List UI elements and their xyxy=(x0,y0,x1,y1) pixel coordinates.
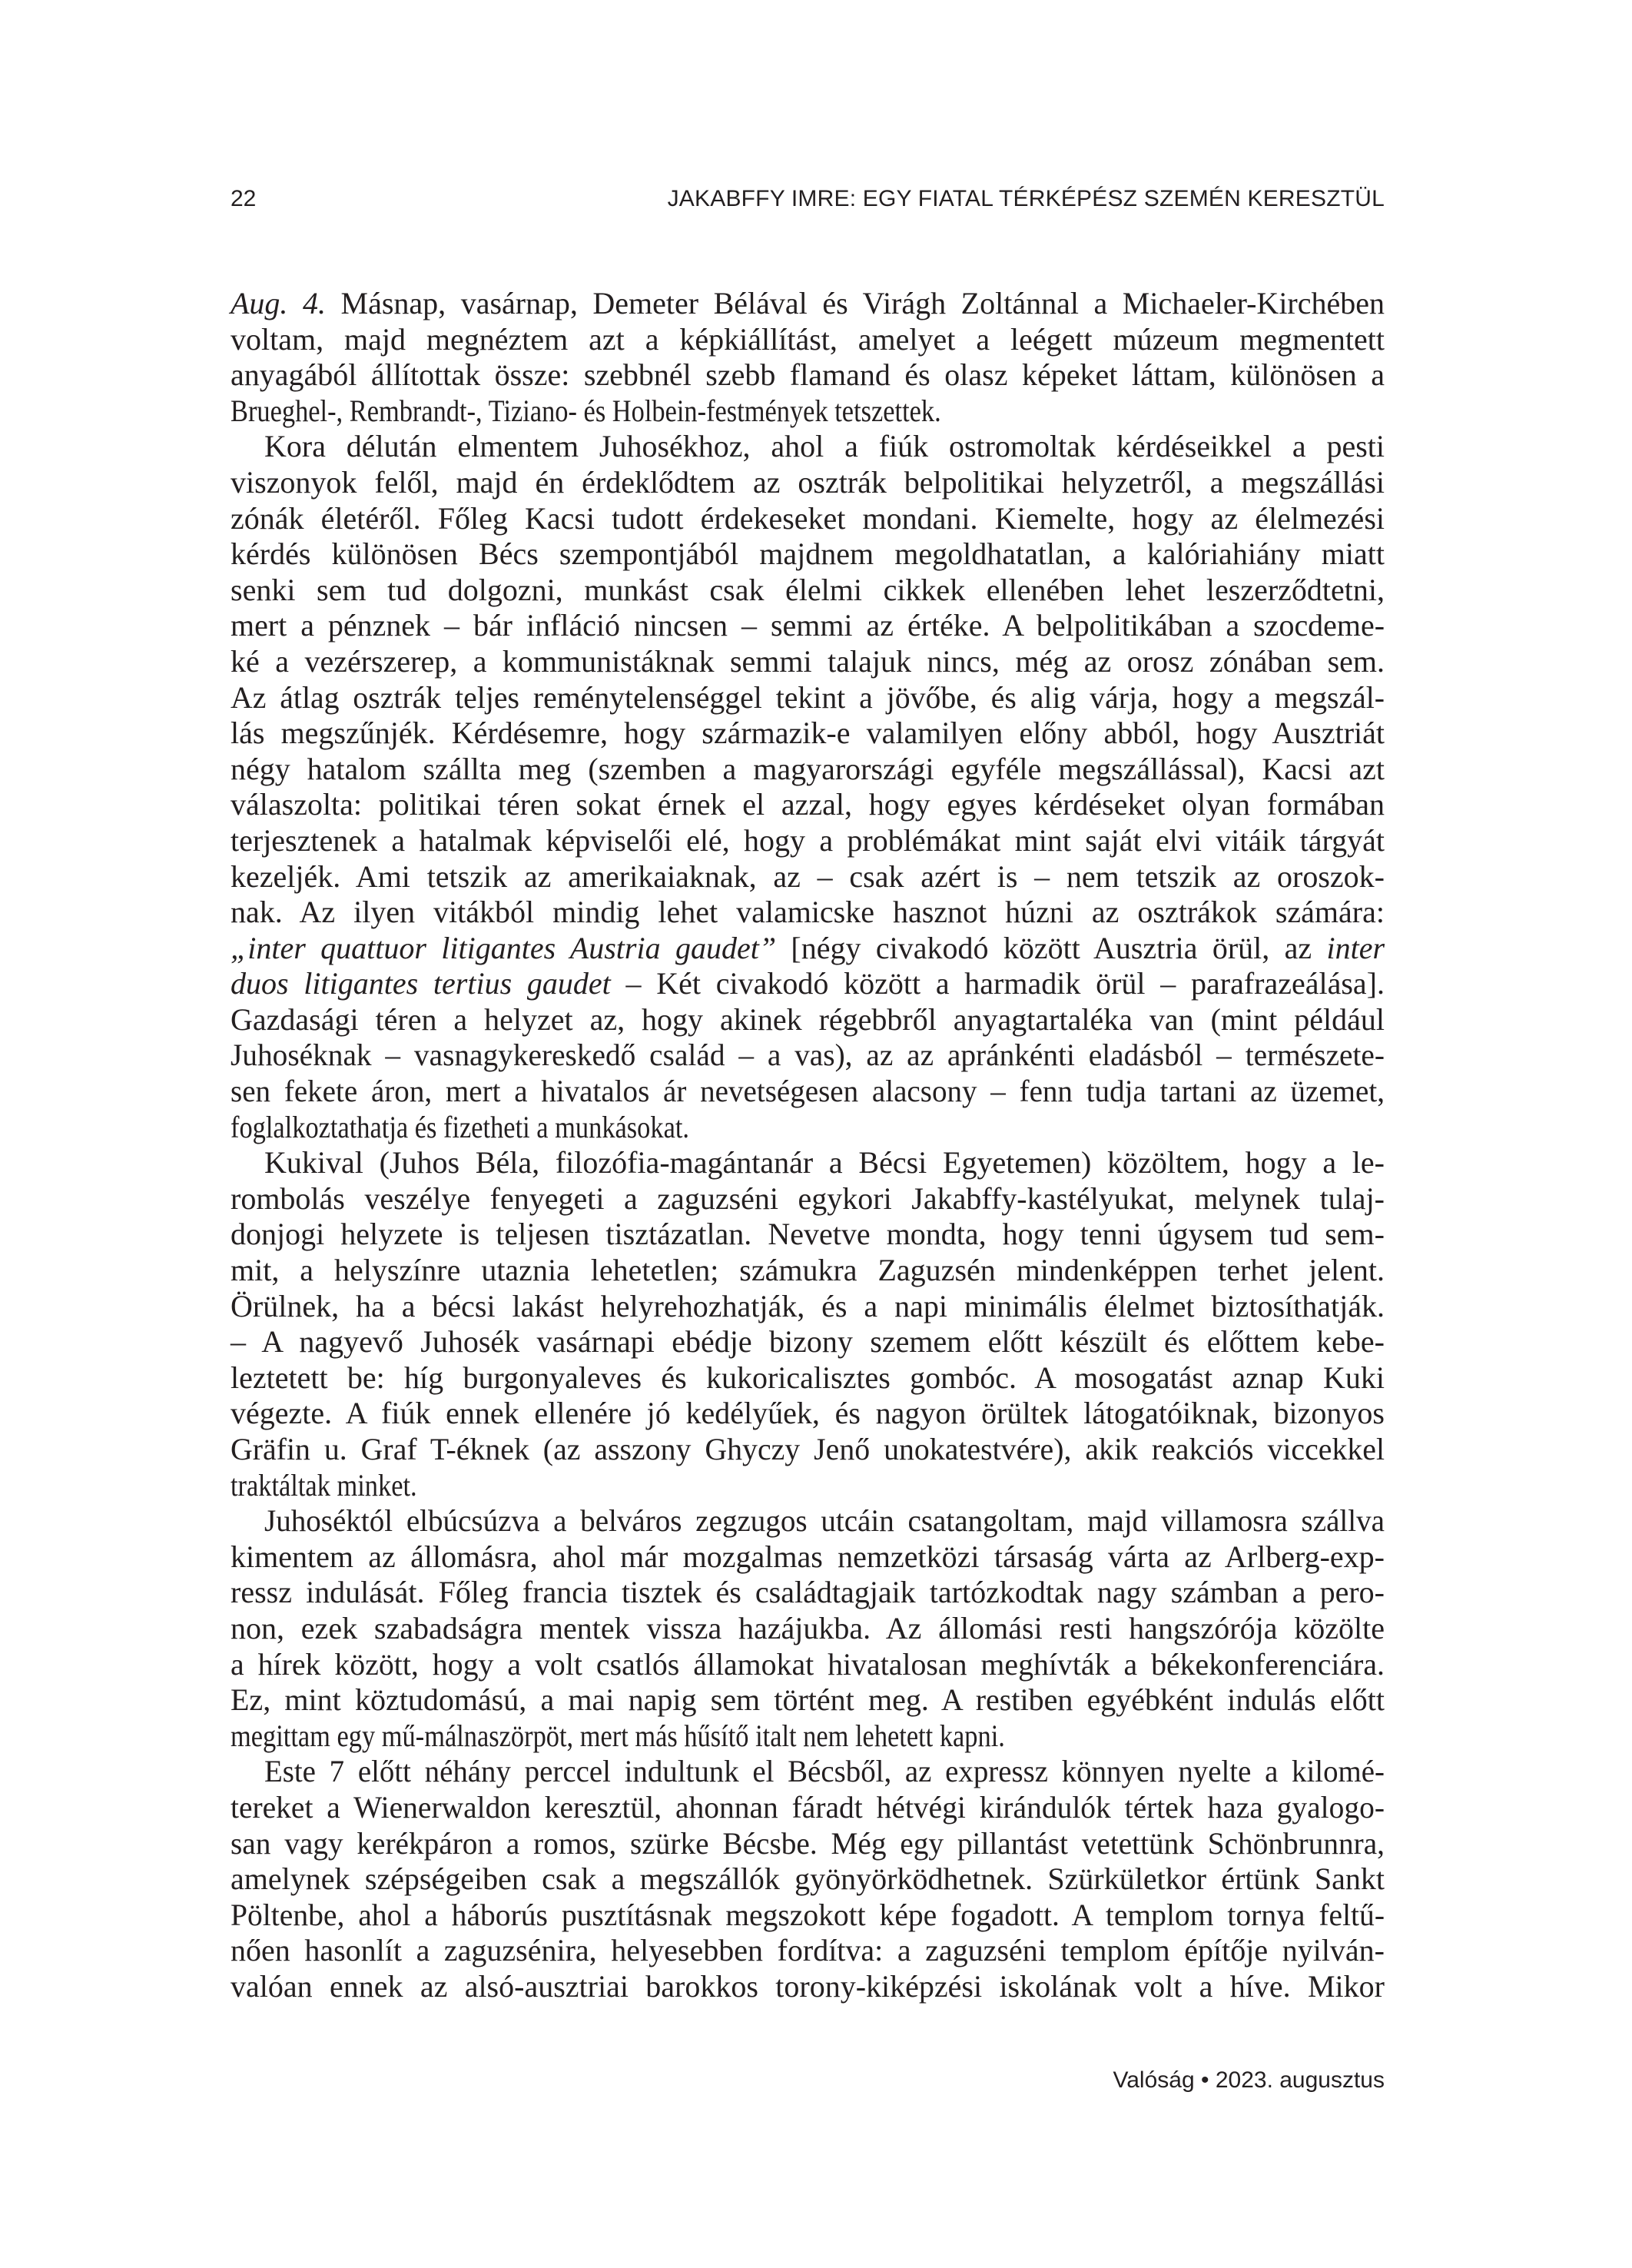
text-line-content: Aug. 4. Másnap, vasárnap, Demeter Bélával és Virágh Zoltánnal a Michaeler-Kirchében xyxy=(231,286,1385,320)
text-line-content: lás megszűnjék. Kérdésemre, hogy származik-e valamilyen előny abból, hogy Ausztriát xyxy=(231,716,1385,751)
text-line-content: mert a pénznek – bár infláció nincsen – semmi az értéke. A belpolitikában a szocdeme- xyxy=(231,608,1385,643)
text-line xyxy=(231,680,1385,716)
text-line-content: terjesztenek a hatalmak képviselői elé, hogy a problémákat mint saját elvi vitáik tárgyát xyxy=(231,822,1385,858)
text-line xyxy=(231,1468,1385,1504)
text-line-content: anyagából állítottak össze: szebbnél szebb flamand és olasz képeket láttam, különösen a xyxy=(231,357,1385,393)
text-line-content: viszonyok felől, majd én érdeklődtem az osztrák belpolitikai helyzetről, a megszállási xyxy=(231,464,1385,500)
text-line-content: ké a vezérszerep, a kommunistáknak semmi talajuk nincs, még az orosz zónában sem. xyxy=(231,643,1385,679)
text-line-content: végezte. A fiúk ennek ellenére jó kedélyűek, és nagyon örültek látogatóiknak, bizonyos xyxy=(231,1396,1385,1431)
text-line xyxy=(231,1217,1385,1253)
text-line-content: Brueghel-, Rembrandt-, Tiziano- és Holbein-festmények tetszettek. xyxy=(231,393,941,428)
text-line-content: megittam egy mű-málnaszörpöt, mert más hűsítő italt nem lehetett kapni. xyxy=(231,1718,1005,1753)
text-line xyxy=(231,644,1385,680)
text-line xyxy=(231,1682,1385,1718)
italic-text: inter xyxy=(1326,930,1385,965)
italic-text: Aug. 4. xyxy=(231,286,326,320)
text-line xyxy=(231,1074,1385,1110)
text-line xyxy=(231,1826,1385,1862)
text-line-content: donjogi helyzete is teljesen tisztázatlan. Nevetve mondta, hogy tenni úgysem tud sem- xyxy=(231,1217,1385,1252)
text-line xyxy=(231,823,1385,859)
text-line-content: leztetett be: híg burgonyaleves és kukoricalisztes gombóc. A mosogatást aznap Kuki xyxy=(231,1360,1385,1395)
text-line xyxy=(231,787,1385,823)
article-body xyxy=(231,286,1385,2005)
text-line-content: san vagy kerékpáron a romos, szürke Bécsbe. Még egy pillantást vetettünk Schönbrunnra, xyxy=(231,1825,1385,1861)
text-line xyxy=(231,1611,1385,1647)
page-number: 22 xyxy=(231,186,257,211)
text-line xyxy=(231,322,1385,358)
footer-separator: • xyxy=(1200,2067,1209,2093)
italic-text: „inter quattuor litigantes Austria gaudet” xyxy=(231,930,777,965)
text-line xyxy=(231,1861,1385,1898)
text-line xyxy=(231,895,1385,931)
text-line xyxy=(231,1360,1385,1396)
text-line-content: zónák életéről. Főleg Kacsi tudott érdekeseket mondani. Kiemelte, hogy az élelmezési xyxy=(231,500,1385,536)
text-line xyxy=(231,1110,1385,1146)
text-line xyxy=(231,752,1385,788)
text-line xyxy=(231,357,1385,393)
text-line xyxy=(231,716,1385,752)
text-line xyxy=(231,1969,1385,2005)
text-line-content: tereket a Wienerwaldon keresztül, ahonnan fáradt hétvégi kirándulók tértek haza gyalogo- xyxy=(231,1789,1385,1825)
text-line xyxy=(231,286,1385,322)
text-line xyxy=(231,1575,1385,1611)
text-line xyxy=(231,859,1385,895)
text-line-content: Juhoséktól elbúcsúzva a belváros zegzugos utcáin csatangoltam, majd villamosra szállva xyxy=(264,1503,1385,1539)
text-line-content: duos litigantes tertius gaudet – Két civakodó között a harmadik örül – parafrazeálása]. xyxy=(231,966,1385,1001)
text-line xyxy=(231,573,1385,609)
text-line-content: Pöltenbe, ahol a háborús pusztításnak megszokott képe fogadott. A templom tornya feltű- xyxy=(231,1897,1385,1932)
text-line xyxy=(231,429,1385,465)
page-footer xyxy=(1113,2067,1385,2094)
text-line xyxy=(231,393,1385,430)
text-line xyxy=(231,1718,1385,1755)
text-line-content: ressz indulását. Főleg francia tisztek és családtagjaik tartózkodtak nagy számban a pero- xyxy=(231,1575,1385,1610)
text-line xyxy=(231,608,1385,644)
text-line xyxy=(231,1432,1385,1468)
text-line xyxy=(231,1396,1385,1432)
text-line-content: rombolás veszélye fenyegeti a zaguzséni egykori Jakabffy-kastélyukat, melynek tulaj- xyxy=(231,1180,1385,1216)
text-line xyxy=(231,1647,1385,1683)
text-line xyxy=(231,1898,1385,1934)
text-line-content: – A nagyevő Juhosék vasárnapi ebédje bizony szemem előtt készült és előttem kebe- xyxy=(231,1324,1385,1360)
running-head xyxy=(231,186,1385,220)
text-line xyxy=(231,1253,1385,1289)
text-line-content: „inter quattuor litigantes Austria gaudet” [négy civakodó között Ausztria örül, az inter xyxy=(231,930,1385,965)
text-line-content: kérdés különösen Bécs szempontjából majdnem megoldhatatlan, a kalóriahiány miatt xyxy=(231,536,1385,572)
text-line-content: voltam, majd megnéztem azt a képkiállítást, amelyet a leégett múzeum megmentett xyxy=(231,321,1385,357)
text-line xyxy=(231,1181,1385,1217)
text-line xyxy=(231,1503,1385,1539)
text-line-content: kezeljék. Ami tetszik az amerikaiaknak, az – csak azért is – nem tetszik az oroszok- xyxy=(231,858,1385,894)
text-line xyxy=(231,501,1385,537)
text-line-content: Gräfin u. Graf T-éknek (az asszony Ghyczy Jenő unokatestvére), akik reakciós viccekkel xyxy=(231,1432,1385,1466)
text-line-content: válaszolta: politikai téren sokat érnek el azzal, hogy egyes kérdéseket olyan formában xyxy=(231,787,1385,822)
text-line xyxy=(231,931,1385,967)
text-line-content: traktáltak minket. xyxy=(231,1467,417,1503)
text-line xyxy=(231,1038,1385,1074)
text-line xyxy=(231,1002,1385,1038)
text-line-content: non, ezek szabadságra mentek vissza hazájukba. Az állomási resti hangszórója közölte xyxy=(231,1610,1385,1645)
text-line xyxy=(231,1324,1385,1360)
text-line xyxy=(231,1539,1385,1576)
text-line xyxy=(231,536,1385,573)
text-line xyxy=(231,1933,1385,1969)
text-line xyxy=(231,1754,1385,1790)
italic-text: duos litigantes tertius gaudet xyxy=(231,966,611,1001)
text-line-content: Juhoséknak – vasnagykereskedő család – a vas), az az apránkénti eladásból – természete- xyxy=(231,1038,1385,1073)
text-line-content: amelynek szépségeiben csak a megszállók gyönyörködhetnek. Szürkületkor értünk Sankt xyxy=(231,1861,1385,1897)
text-line xyxy=(231,465,1385,501)
text-line-content: Az átlag osztrák teljes reménytelenséggel tekint a jövőbe, és alig várja, hogy a megszál- xyxy=(231,679,1385,715)
text-line-content: Gazdasági téren a helyzet az, hogy akinek régebbről anyagtartaléka van (mint például xyxy=(231,1001,1385,1037)
text-line-content: Ez, mint köztudomású, a mai napig sem történt meg. A restiben egyébként indulás előtt xyxy=(231,1682,1385,1718)
text-line-content: nak. Az ilyen vitákból mindig lehet valamicske hasznot húzni az osztrákok számára: xyxy=(231,895,1385,930)
text-line xyxy=(231,1145,1385,1181)
text-line-content: senki sem tud dolgozni, munkást csak élelmi cikkek ellenében lehet leszerződtetni, xyxy=(231,572,1385,607)
text-line-content: Kukival (Juhos Béla, filozófia-magántanár a Bécsi Egyetemen) közöltem, hogy a le- xyxy=(264,1145,1385,1180)
text-line-content: kimentem az állomásra, ahol már mozgalmas nemzetközi társaság várta az Arlberg-exp- xyxy=(231,1539,1385,1574)
text-line-content: sen fekete áron, mert a hivatalos ár nevetségesen alacsony – fenn tudja tartani az üzemet, xyxy=(231,1074,1385,1109)
text-line xyxy=(231,966,1385,1002)
text-line-content: valóan ennek az alsó-ausztriai barokkos torony-kiképzési iskolának volt a híve. Mikor xyxy=(231,1968,1385,2004)
text-line-content: nően hasonlít a zaguzsénira, helyesebben fordítva: a zaguzséni templom építője nyilván- xyxy=(231,1933,1385,1968)
text-line-content: Örülnek, ha a bécsi lakást helyrehozhatják, és a napi minimális élelmet biztosíthatják. xyxy=(231,1288,1385,1323)
footer-journal: Valóság xyxy=(1113,2067,1195,2093)
text-line-content: Este 7 előtt néhány perccel indultunk el Bécsből, az expressz könnyen nyelte a kilomé- xyxy=(264,1754,1385,1789)
running-title: JAKABFFY IMRE: EGY FIATAL TÉRKÉPÉSZ SZEMÉN KERESZTÜL xyxy=(667,186,1385,211)
text-line-content: a hírek között, hogy a volt csatlós államokat hivatalosan meghívták a békekonferenciára. xyxy=(231,1646,1385,1682)
text-line xyxy=(231,1289,1385,1325)
text-line-content: mit, a helyszínre utaznia lehetetlen; számukra Zaguzsén mindenképpen terhet jelent. xyxy=(231,1253,1385,1288)
text-line-content: négy hatalom szállta meg (szemben a magyarországi egyféle megszállással), Kacsi azt xyxy=(231,751,1385,786)
text-line-content: foglalkoztathatja és fizetheti a munkásokat. xyxy=(231,1109,690,1144)
text-line xyxy=(231,1790,1385,1826)
text-line-content: Kora délután elmentem Juhosékhoz, ahol a fiúk ostromoltak kérdéseikkel a pesti xyxy=(264,429,1385,464)
footer-issue: 2023. augusztus xyxy=(1215,2067,1385,2093)
